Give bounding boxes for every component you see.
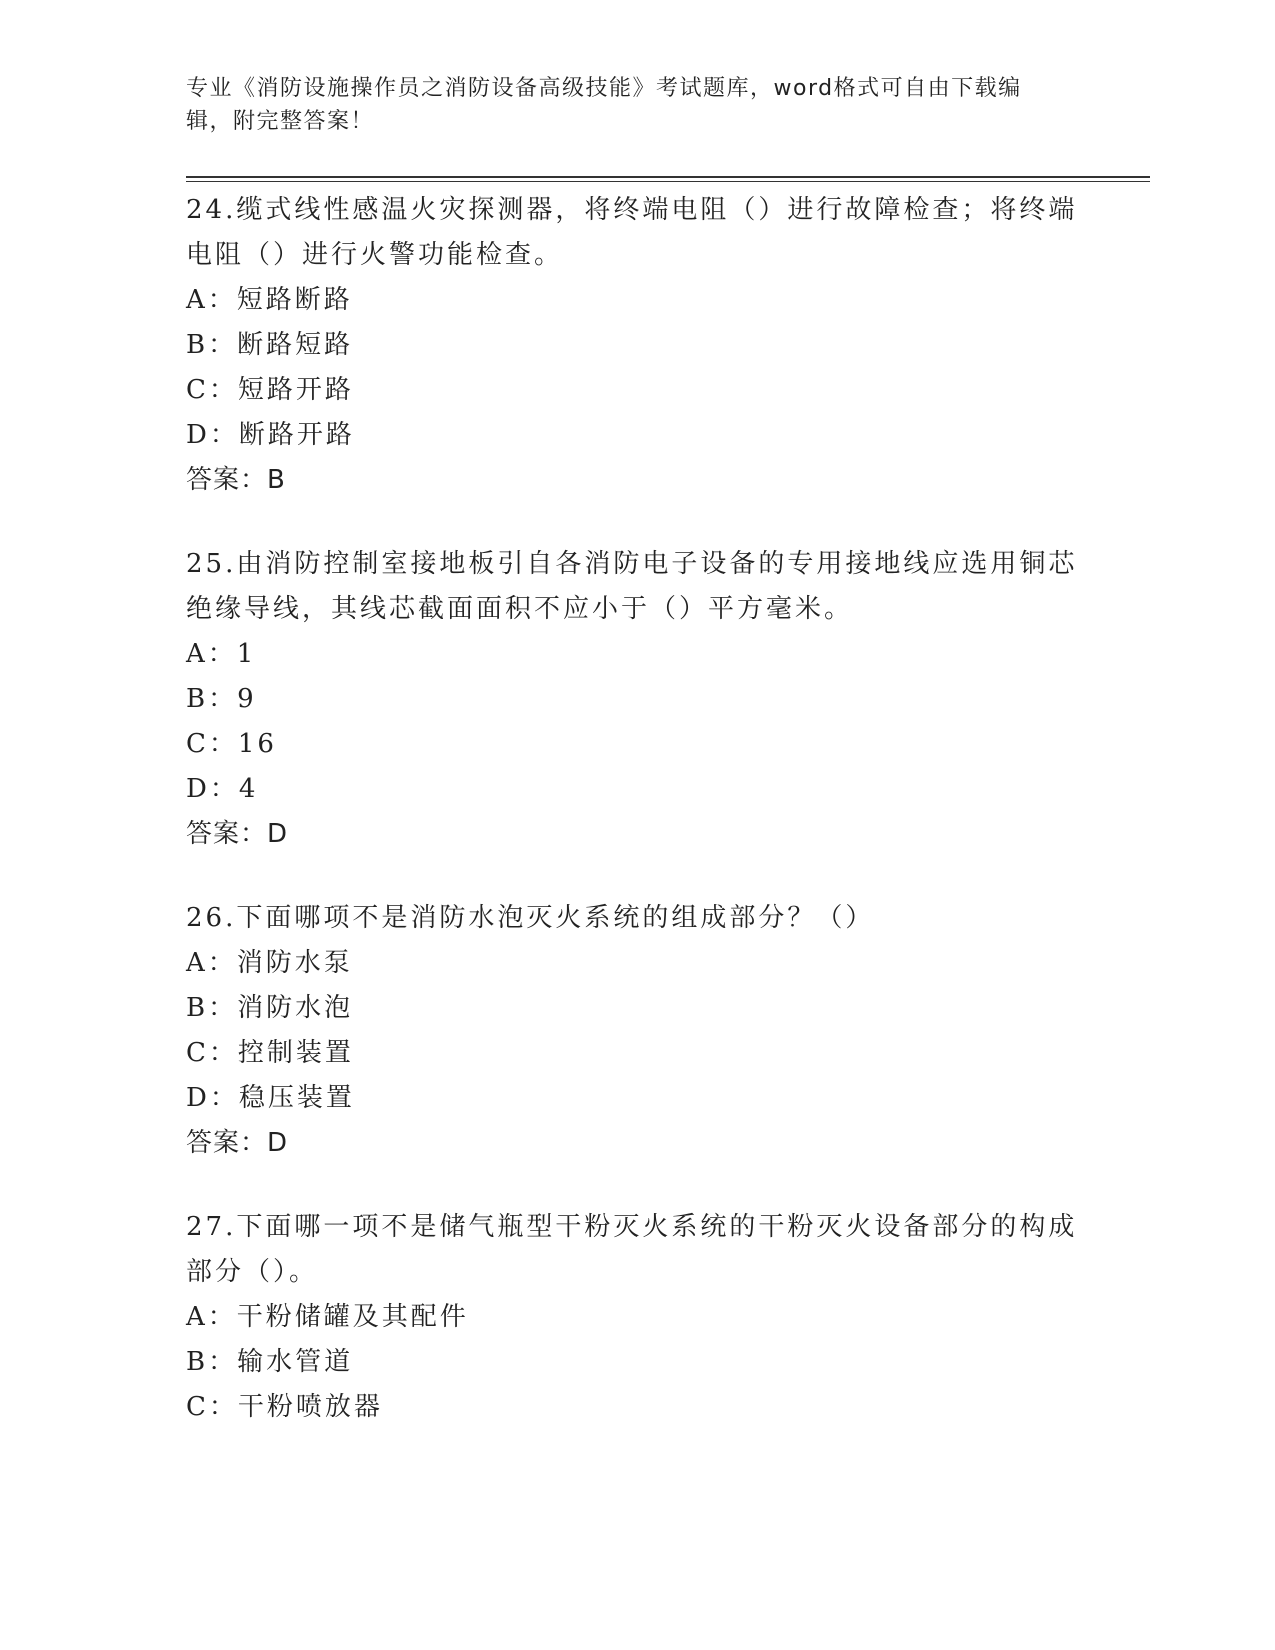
- option-c: C：短路开路: [186, 375, 354, 405]
- question-text: 26.下面哪项不是消防水泡灭火系统的组成部分？（）: [186, 903, 875, 933]
- option-d: D：断路开路: [186, 420, 355, 450]
- option-c: C：16: [186, 729, 277, 759]
- option-a: A：短路断路: [186, 285, 353, 315]
- question-text: 25.由消防控制室接地板引自各消防电子设备的专用接地线应选用铜芯绝缘导线，其线芯截面面积不应小于（）平方毫米。: [186, 549, 1078, 624]
- question-25: [186, 542, 1086, 857]
- option-b: B：消防水泡: [186, 993, 354, 1023]
- header-divider-thick: [186, 176, 1150, 178]
- question-text: 27.下面哪一项不是储气瓶型干粉灭火系统的干粉灭火设备部分的构成部分（）。: [186, 1212, 1078, 1287]
- header-divider-thin: [186, 181, 1150, 182]
- option-a: A：干粉储罐及其配件: [186, 1302, 469, 1332]
- question-26: [186, 896, 1086, 1166]
- answer: 答案：B: [186, 465, 286, 495]
- option-b: B：输水管道: [186, 1347, 354, 1377]
- question-24: [186, 188, 1086, 503]
- question-27: [186, 1205, 1086, 1430]
- option-d: D：稳压装置: [186, 1083, 355, 1113]
- answer: 答案：D: [186, 1128, 289, 1158]
- option-b: B：9: [186, 684, 257, 714]
- option-b: B：断路短路: [186, 330, 354, 360]
- option-d: D：4: [186, 774, 259, 804]
- document-header: 专业《消防设施操作员之消防设备高级技能》考试题库，word格式可自由下载编辑，附完整答案！: [186, 76, 1022, 134]
- answer: 答案：D: [186, 819, 289, 849]
- option-c: C：干粉喷放器: [186, 1392, 383, 1422]
- option-a: A：消防水泵: [186, 948, 353, 978]
- option-a: A：1: [186, 639, 257, 669]
- question-list: [186, 188, 1086, 1469]
- question-text: 24.缆式线性感温火灾探测器，将终端电阻（）进行故障检查；将终端电阻（）进行火警功能检查。: [186, 195, 1078, 270]
- option-c: C：控制装置: [186, 1038, 354, 1068]
